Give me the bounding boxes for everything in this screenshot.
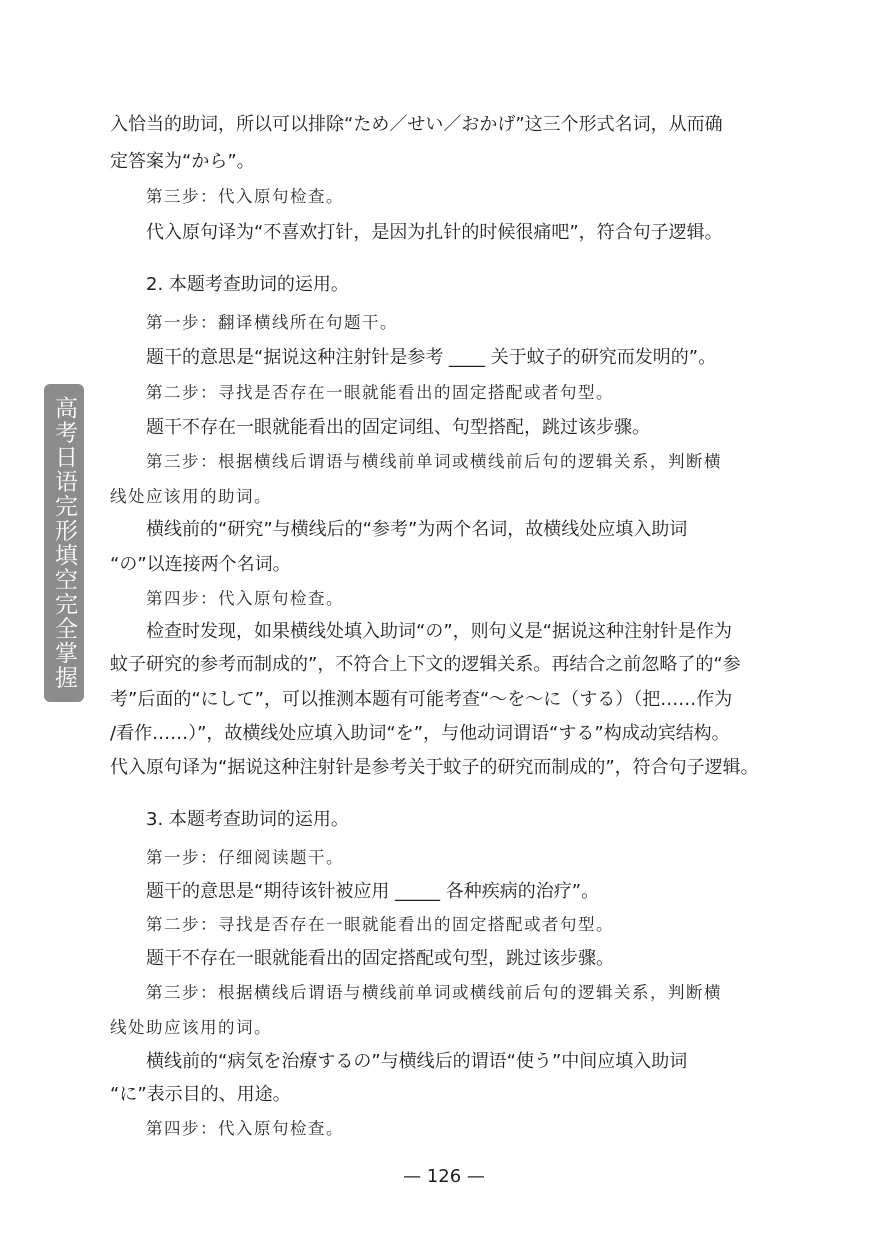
text-line: 检查时发现，如果横线处填入助词“の”，则句义是“据说这种注射针是作为	[146, 621, 732, 642]
text-line: 横线前的“病気を治療するの”与横线后的谓语“使う”中间应填入助词	[146, 1051, 688, 1072]
step-heading: 第二步：寻找是否存在一眼就能看出的固定搭配或者句型。	[146, 383, 614, 402]
step-heading: 第四步：代入原句检查。	[146, 1119, 344, 1138]
step-heading: 第三步：代入原句检查。	[146, 187, 344, 206]
text-line: 题干不存在一眼就能看出的固定搭配或句型，跳过该步骤。	[146, 948, 614, 969]
step-heading: 第四步：代入原句检查。	[146, 589, 344, 608]
side-tab	[44, 384, 84, 702]
text-line: 考”后面的“にして”，可以推测本题有可能考查“～を～に（する）（把……作为	[110, 689, 733, 710]
text-line: 入恰当的助词，所以可以排除“ため／せい／おかげ”这三个形式名词，从而确	[110, 114, 723, 135]
text-line: 题干的意思是“期待该针被应用 _____ 各种疾病的治疗”。	[146, 881, 600, 902]
step-heading: 第二步：寻找是否存在一眼就能看出的固定搭配或者句型。	[146, 915, 614, 934]
step-heading-cont: 线处应该用的助词。	[110, 487, 272, 506]
page-number: — 126 —	[403, 1166, 485, 1187]
text-line: 题干的意思是“据说这种注射针是参考 ____ 关于蚊子的研究而发明的”。	[146, 347, 717, 368]
text-line: 代入原句译为“据说这种注射针是参考关于蚊子的研究而制成的”，符合句子逻辑。	[110, 757, 759, 778]
step-heading: 第三步：根据横线后谓语与横线前单词或横线前后句的逻辑关系，判断横	[146, 983, 722, 1002]
text-line: 横线前的“研究”与横线后的“参考”为两个名词，故横线处应填入助词	[146, 519, 688, 540]
step-heading: 第三步：根据横线后谓语与横线前单词或横线前后句的逻辑关系，判断横	[146, 452, 722, 471]
step-heading: 第一步：仔细阅读题干。	[146, 848, 344, 867]
question-heading: 3. 本题考查助词的运用。	[146, 809, 349, 830]
text-line: 定答案为“から”。	[110, 151, 255, 172]
text-line: 蚊子研究的参考而制成的”，不符合上下文的逻辑关系。再结合之前忽略了的“参	[110, 654, 741, 675]
text-line: “に”表示目的、用途。	[110, 1084, 291, 1105]
text-line: 代入原句译为“不喜欢打针，是因为扎针的时候很痛吧”，符合句子逻辑。	[146, 222, 723, 243]
question-heading: 2. 本题考查助词的运用。	[146, 274, 349, 295]
step-heading: 第一步：翻译横线所在句题干。	[146, 313, 398, 332]
side-tab-label: 高考日语完形填空完全掌握	[51, 396, 77, 690]
text-line: “の”以连接两个名词。	[110, 554, 291, 575]
text-line: /看作……）”，故横线处应填入助词“を”，与他动词谓语“する”构成动宾结构。	[110, 723, 730, 744]
text-line: 题干不存在一眼就能看出的固定词组、句型搭配，跳过该步骤。	[146, 417, 650, 438]
step-heading-cont: 线处助应该用的词。	[110, 1018, 272, 1037]
